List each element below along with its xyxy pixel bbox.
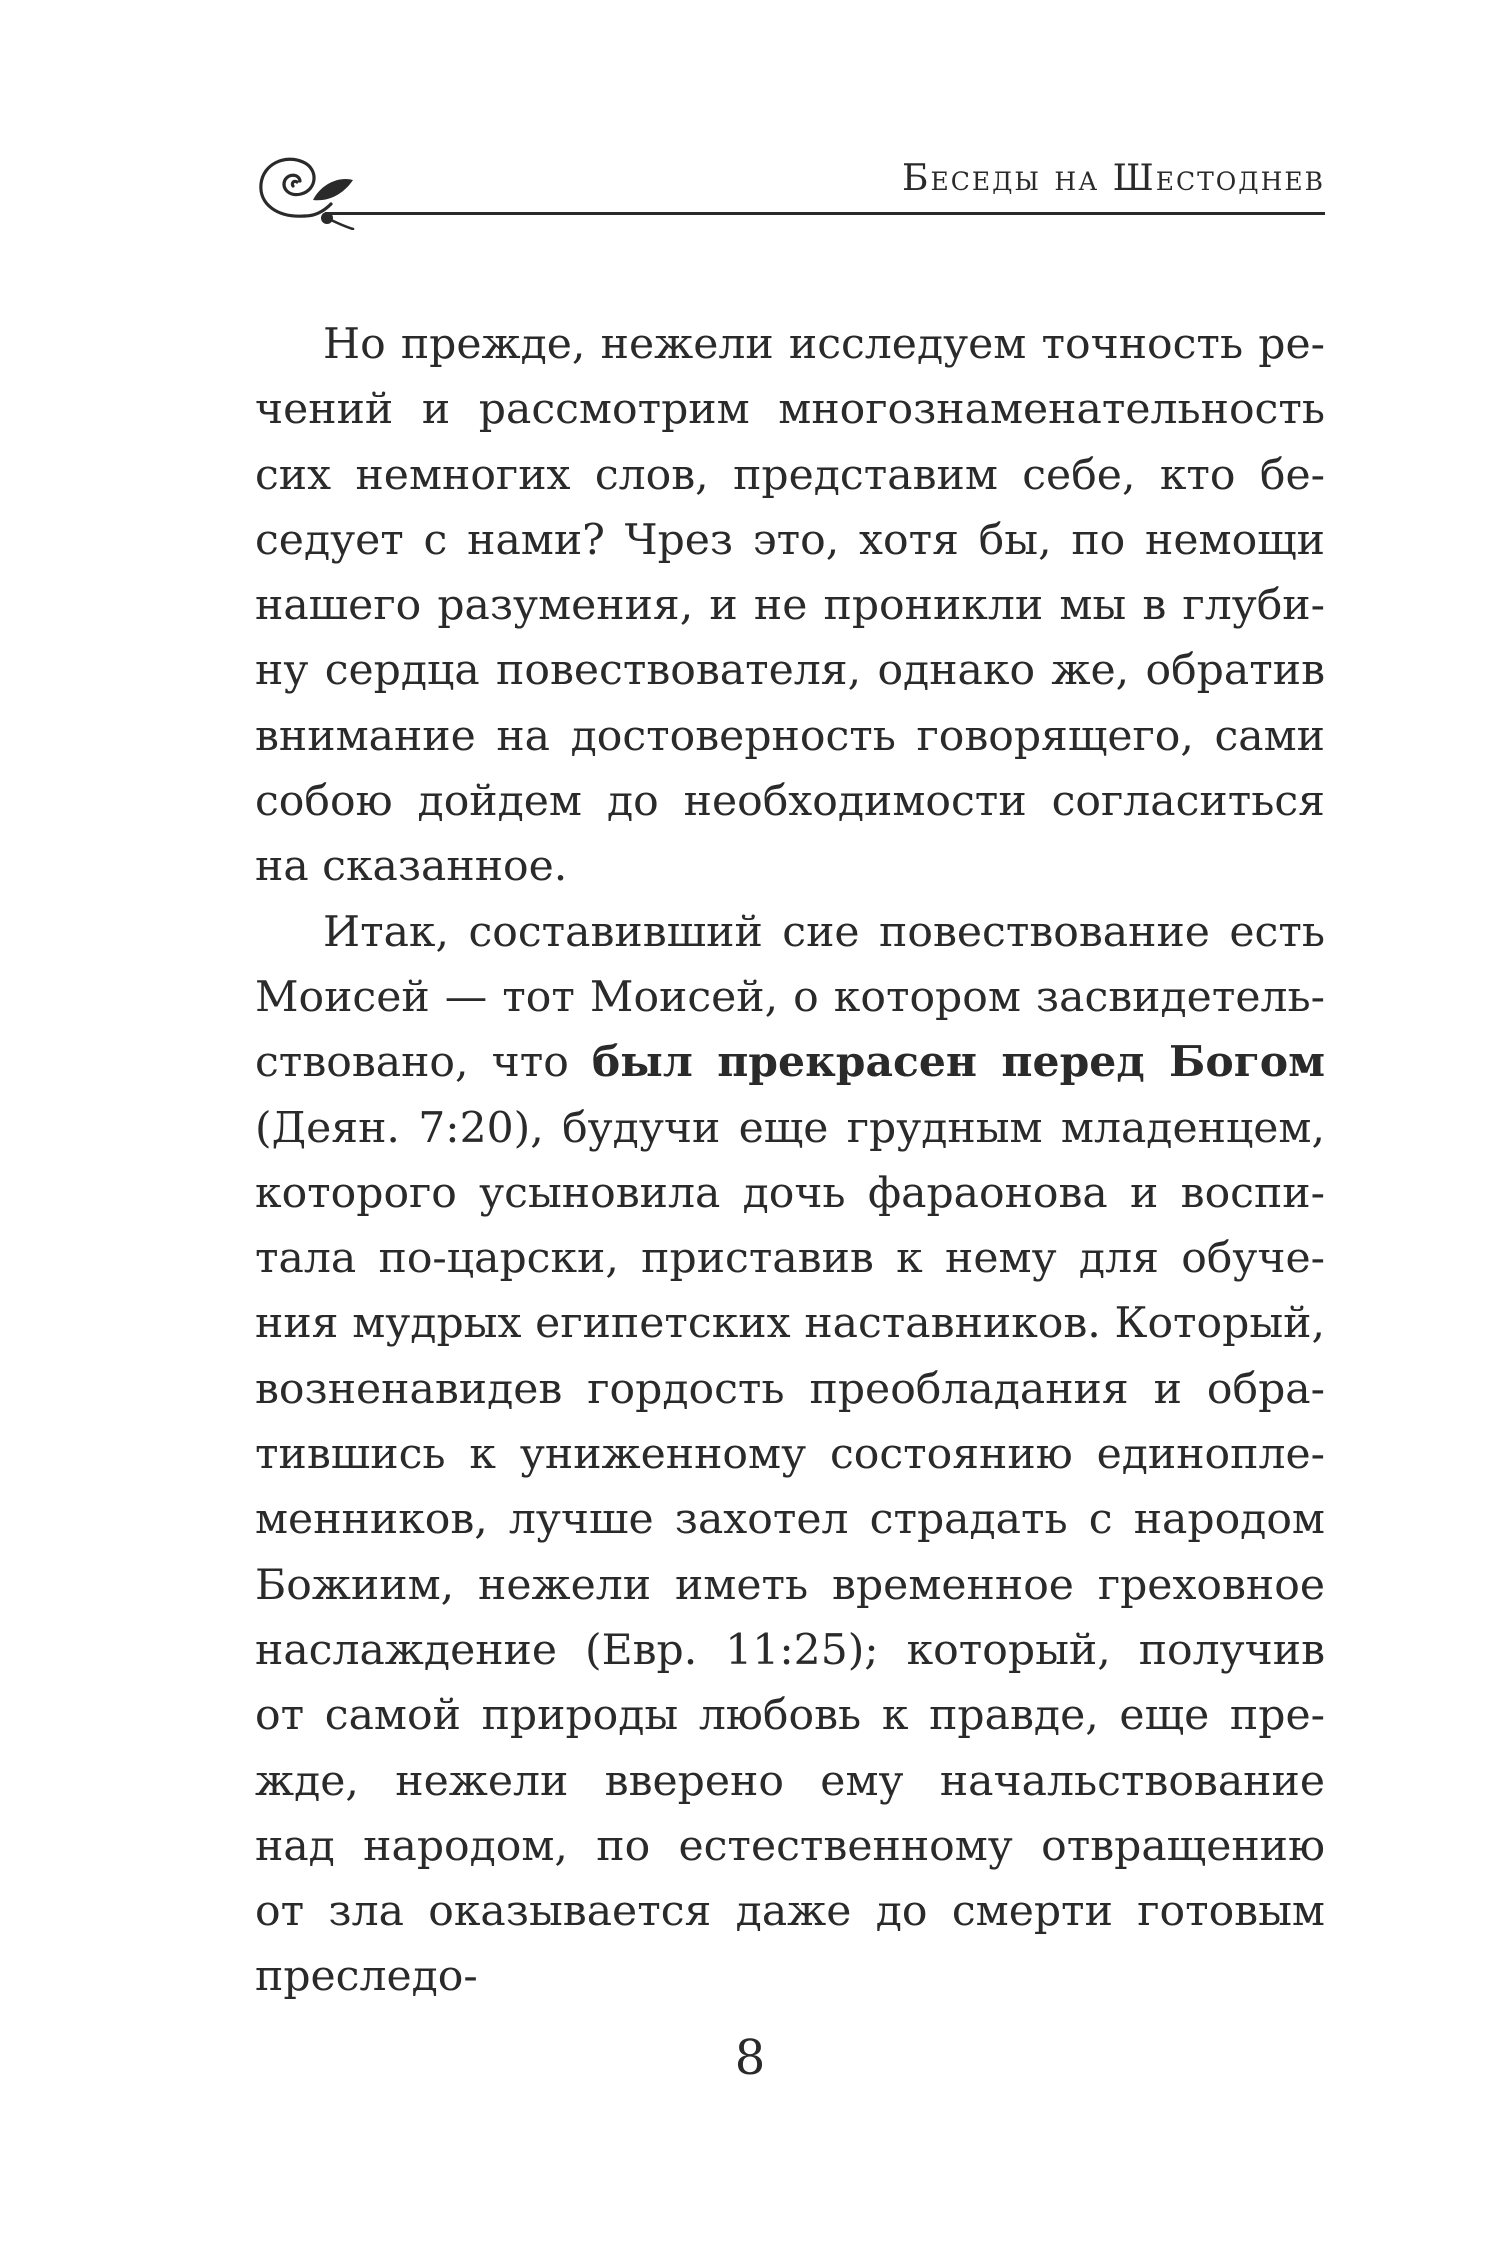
running-title: Беседы на Шестоднев bbox=[901, 158, 1325, 199]
floral-swirl-icon bbox=[255, 146, 365, 230]
paragraph-text: (Деян. 7:20), будучи еще грудным младенцем, которого усыновила дочь фараонова и воспитала по-царски, приставив к нему для обучения мудрых египетских наставников. Который, возненавидев гордость преобладания и обратившись к униженному состоянию единоплеменников, лучше захотел страдать с народом Божиим, нежели иметь временное греховное наслаждение (Евр. 11:25); который, получив от самой природы любовь к правде, еще прежде, нежели вверено ему начальствование над народом, по естественному отвращению от зла оказывается даже до смерти готовым преследо- bbox=[255, 1103, 1325, 2002]
running-header bbox=[255, 140, 1325, 230]
paragraph-text: Но прежде, нежели исследуем точность речений и рассмотрим многознаменательность сих немногих слов, представим себе, кто беседует с нами? Чрез это, хотя бы, по немощи нашего разумения, и не проникли мы в глубину сердца повествователя, однако же, обратив внимание на достоверность говорящего, сами собою дойдем до необходимости согласиться на сказанное. bbox=[255, 320, 1325, 892]
page-number: 8 bbox=[734, 2030, 766, 2086]
emphasized-quote: был прекрасен перед Богом bbox=[591, 1037, 1326, 1088]
body-text bbox=[255, 312, 1325, 2010]
header-rule bbox=[325, 212, 1325, 215]
paragraph-text: Итак, составивший сие повествование есть Моисей — тот Моисей, о котором засвидетельствовано, что bbox=[255, 907, 1325, 1088]
paragraph bbox=[255, 312, 1325, 900]
paragraph bbox=[255, 900, 1325, 2010]
